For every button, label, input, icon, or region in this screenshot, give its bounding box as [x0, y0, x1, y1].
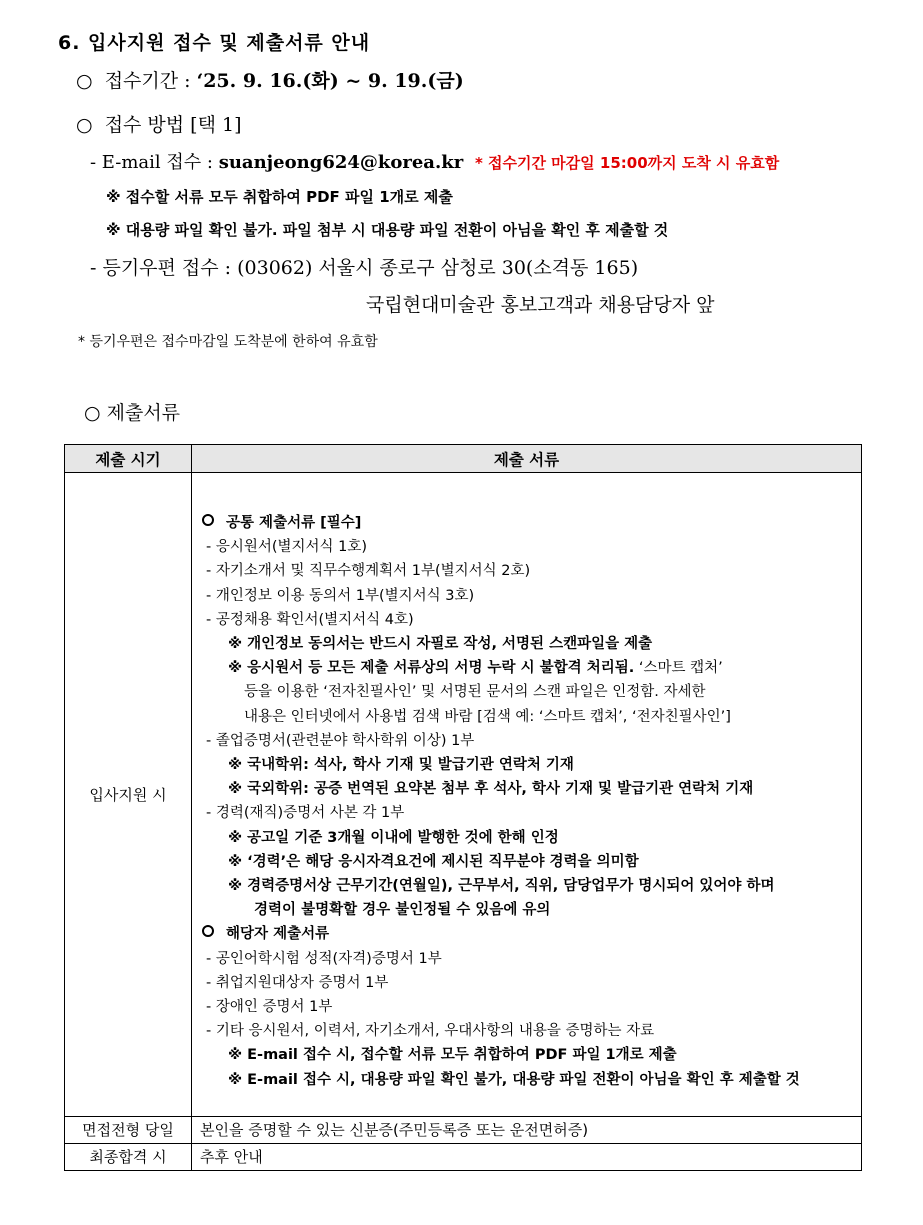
row-timing: 최종합격 시	[65, 1143, 192, 1170]
mail-submission	[90, 253, 638, 280]
document-note	[202, 656, 853, 680]
mail-label: - 등기우편 접수 :	[90, 257, 232, 279]
table-row	[65, 473, 862, 1117]
period-label: 접수기간 :	[104, 70, 191, 92]
document-group-heading	[202, 922, 853, 946]
submission-method	[76, 110, 242, 137]
row-documents: 본인을 증명할 수 있는 신분증(주민등록증 또는 운전면허증)	[192, 1116, 862, 1143]
section-title: 6. 입사지원 접수 및 제출서류 안내	[58, 32, 371, 54]
document-note: ※ 경력증명서상 근무기간(연월일), 근무부서, 직위, 담당업무가 명시되어 있어야 하며	[228, 878, 775, 895]
document-group-heading	[202, 511, 853, 535]
application-period	[76, 66, 464, 93]
document-note: ※ 국외학위: 공증 번역된 요약본 첨부 후 석사, 학사 기재 및 발급기관 연락처 기재	[228, 781, 754, 798]
document-item: - 경력(재직)증명서 사본 각 1부	[206, 805, 405, 822]
document-note: ※ ‘경력’은 해당 응시자격요건에 제시된 직무분야 경력을 의미함	[228, 853, 639, 870]
document-note: ※ 공고일 기준 3개월 이내에 발행한 것에 한해 인정	[228, 829, 559, 846]
document-item: - 취업지원대상자 증명서 1부	[206, 974, 389, 991]
document-note-continued: 내용은 인터넷에서 사용법 검색 바람 [검색 예: ‘스마트 캡처’, ‘전자친필사인’]	[244, 708, 731, 725]
document-note: ※ 개인정보 동의서는 반드시 자필로 작성, 서명된 스캔파일을 제출	[228, 636, 653, 653]
document-item: - 공인어학시험 성적(자격)증명서 1부	[206, 950, 442, 967]
email-submission	[90, 148, 779, 174]
document-item: - 공정채용 확인서(별지서식 4호)	[206, 611, 414, 628]
method-label: 접수 방법 [택 1]	[104, 114, 242, 136]
documents-table	[64, 444, 862, 1171]
row-documents: 추후 안내	[192, 1143, 862, 1170]
mail-address: (03062) 서울시 종로구 삼청로 30(소격동 165)	[237, 257, 639, 279]
documents-heading: ○ 제출서류	[84, 402, 181, 424]
note-extra: ‘스마트 캡처’	[634, 660, 723, 677]
table-row	[65, 1143, 862, 1170]
document-note-continued: 등을 이용한 ‘전자친필사인’ 및 서명된 문서의 스캔 파일은 인정함. 자세한	[244, 684, 706, 701]
header-timing: 제출 시기	[65, 445, 192, 473]
table-header-row	[65, 445, 862, 473]
bullet-circle: ○	[76, 114, 93, 136]
table-row	[65, 1116, 862, 1143]
document-item: - 기타 응시원서, 이력서, 자기소개서, 우대사항의 내용을 증명하는 자료	[206, 1023, 655, 1040]
email-label: - E-mail 접수 :	[90, 152, 213, 173]
document-note-continued: 경력이 불명확할 경우 불인정될 수 있음에 유의	[254, 902, 551, 919]
bullet-circle: ○	[76, 70, 93, 92]
group-label: 공통 제출서류 [필수]	[226, 515, 362, 531]
group-label: 해당자 제출서류	[226, 926, 330, 943]
period-value: ‘25. 9. 16.(화) ~ 9. 19.(금)	[196, 70, 464, 92]
email-deadline-warning: * 접수기간 마감일 15:00까지 도착 시 유효함	[474, 154, 780, 172]
document-item: - 자기소개서 및 직무수행계획서 1부(별지서식 2호)	[206, 563, 531, 580]
email-note-large-file: ※ 대용량 파일 확인 불가. 파일 첨부 시 대용량 파일 전환이 아님을 확인 후 제출할 것	[106, 221, 669, 239]
mail-note: * 등기우편은 접수마감일 도착분에 한하여 유효함	[78, 334, 378, 350]
mail-recipient: 국립현대미술관 홍보고객과 채용담당자 앞	[366, 294, 715, 316]
bullet-circle-icon	[202, 514, 214, 526]
document-item: - 개인정보 이용 동의서 1부(별지서식 3호)	[206, 587, 475, 604]
row-timing: 입사지원 시	[65, 473, 192, 1117]
document-note: ※ E-mail 접수 시, 대용량 파일 확인 불가, 대용량 파일 전환이 아님을 확인 후 제출할 것	[228, 1071, 800, 1088]
note-text: ※ 응시원서 등 모든 제출 서류상의 서명 누락 시 불합격 처리됨.	[228, 660, 635, 677]
document-item: - 장애인 증명서 1부	[206, 999, 333, 1016]
document-item: - 응시원서(별지서식 1호)	[206, 539, 368, 556]
row-timing: 면접전형 당일	[65, 1116, 192, 1143]
email-note-pdf: ※ 접수할 서류 모두 취합하여 PDF 파일 1개로 제출	[106, 188, 453, 206]
document-item: - 졸업증명서(관련분야 학사학위 이상) 1부	[206, 732, 475, 749]
bullet-circle-icon	[202, 925, 214, 937]
document-note: ※ 국내학위: 석사, 학사 기재 및 발급기관 연락처 기재	[228, 757, 574, 774]
document-note: ※ E-mail 접수 시, 접수할 서류 모두 취합하여 PDF 파일 1개로 제출	[228, 1047, 677, 1064]
row-documents	[192, 473, 862, 1117]
email-address[interactable]: suanjeong624@korea.kr	[218, 152, 464, 173]
header-documents: 제출 서류	[192, 445, 862, 473]
